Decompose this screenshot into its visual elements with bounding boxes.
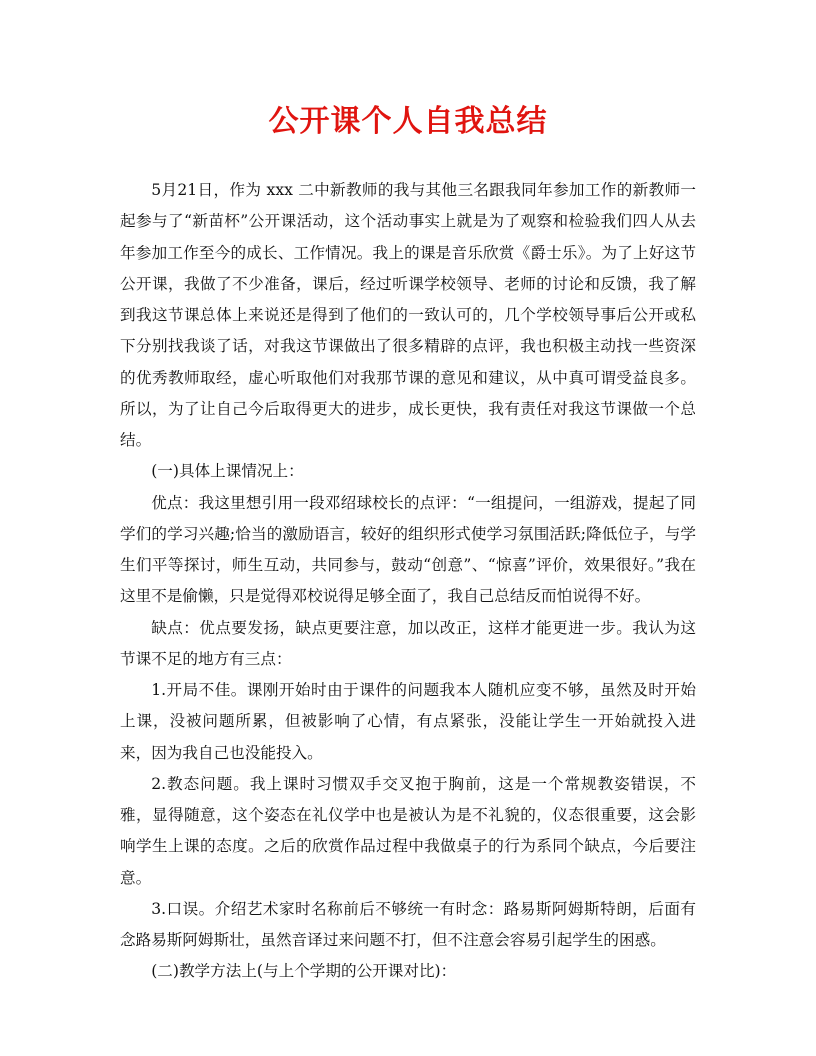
paragraph-weaknesses: 缺点：优点要发扬，缺点更要注意，加以改正，这样才能更进一步。我认为这节课不足的地方有三点： [120, 618, 696, 668]
paragraph-strengths: 优点：我这里想引用一段邓绍球校长的点评：“一组提问，一组游戏，提起了同学们的学习兴趣;恰当的激励语言，较好的组织形式使学习氛围活跃;降低位子，与学生们平等探讨，师生互动，共同参与，鼓动“创意”、“惊喜”评价，效果很好。”我在这里不是偷懒，只是觉得邓校说得足够全面了，我自己总结反而怕说得不好。 [120, 493, 696, 606]
paragraph-point-1: 1.开局不佳。课刚开始时由于课件的问题我本人随机应变不够，虽然及时开始上课，没被问题所累，但被影响了心情，有点紧张，没能让学生一开始就投入进来，因为我自己也没能投入。 [120, 681, 696, 762]
paragraph-point-3: 3.口误。介绍艺术家时名称前后不够统一有时念：路易斯阿姆斯特朗，后面有念路易斯阿姆斯壮，虽然音译过来问题不打，但不注意会容易引起学生的困惑。 [120, 899, 696, 949]
paragraph-intro: 5月21日，作为 xxx 二中新教师的我与其他三名跟我同年参加工作的新教师一起参与了“新苗杯”公开课活动，这个活动事实上就是为了观察和检验我们四人从去年参加工作至今的成长、工作情况。我上的课是音乐欣赏《爵士乐》。为了上好这节公开课，我做了不少准备，课后，经过听课学校领导、老师的讨论和反馈，我了解到我这节课总体上来说还是得到了他们的一致认可的，几个学校领导事后公开或私下分别找我谈了话，对我这节课做出了很多精辟的点评，我也积极主动找一些资深的优秀教师取经，虚心听取他们对我那节课的意见和建议，从中真可谓受益良多。所以，为了让自己今后取得更大的进步，成长更快，我有责任对我这节课做一个总结。 [120, 181, 696, 449]
paragraph-point-2: 2.教态问题。我上课时习惯双手交叉抱于胸前，这是一个常规教姿错误，不雅，显得随意，这个姿态在礼仪学中也是被认为是不礼貌的，仪态很重要，这会影响学生上课的态度。之后的欣赏作品过程中我做桌子的行为系同个缺点，今后要注意。 [120, 774, 696, 887]
document-title: 公开课个人自我总结 [268, 104, 548, 139]
section-heading-class-situation: (一)具体上课情况上： [151, 462, 304, 481]
document-body [120, 175, 696, 988]
section-heading-teaching-method: (二)教学方法上(与上个学期的公开课对比)： [151, 962, 457, 981]
